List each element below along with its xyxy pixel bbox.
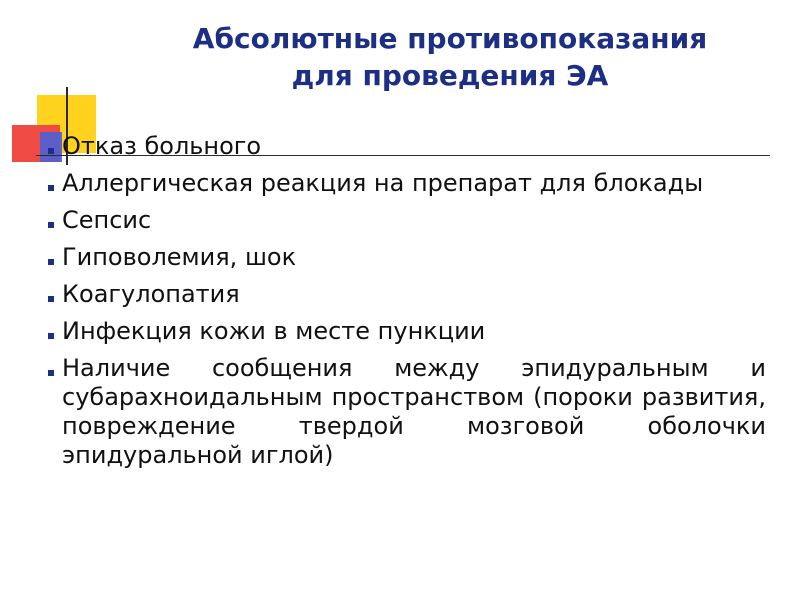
list-item-text: Коагулопатия — [62, 280, 240, 308]
bullet-list — [48, 132, 766, 478]
bullet-icon — [48, 296, 54, 302]
slide-title-line-1: Абсолютные противопоказания — [192, 22, 708, 55]
list-item — [48, 280, 766, 309]
list-item-text: Сепсис — [62, 206, 152, 234]
bullet-icon — [48, 185, 54, 191]
bullet-icon — [48, 333, 54, 339]
list-item-text: Инфекция кожи в месте пункции — [62, 317, 486, 345]
slide-title — [110, 20, 790, 94]
list-item-text: Наличие сообщения между эпидуральным и субарахноидальным пространством (пороки развития, повреждение твердой мозговой оболочки эпидуральной иглой) — [62, 354, 766, 469]
list-item — [48, 169, 766, 198]
bullet-icon — [48, 370, 54, 376]
slide-title-line-2: для проведения ЭА — [291, 59, 609, 92]
bullet-icon — [48, 148, 54, 154]
list-item-text: Гиповолемия, шок — [62, 243, 297, 271]
list-item — [48, 354, 766, 470]
list-item-text: Отказ больного — [62, 132, 262, 160]
bullet-icon — [48, 222, 54, 228]
bullet-icon — [48, 259, 54, 265]
list-item — [48, 206, 766, 235]
list-item — [48, 243, 766, 272]
list-item — [48, 132, 766, 161]
list-item — [48, 317, 766, 346]
list-item-text: Аллергическая реакция на препарат для блокады — [62, 169, 704, 197]
